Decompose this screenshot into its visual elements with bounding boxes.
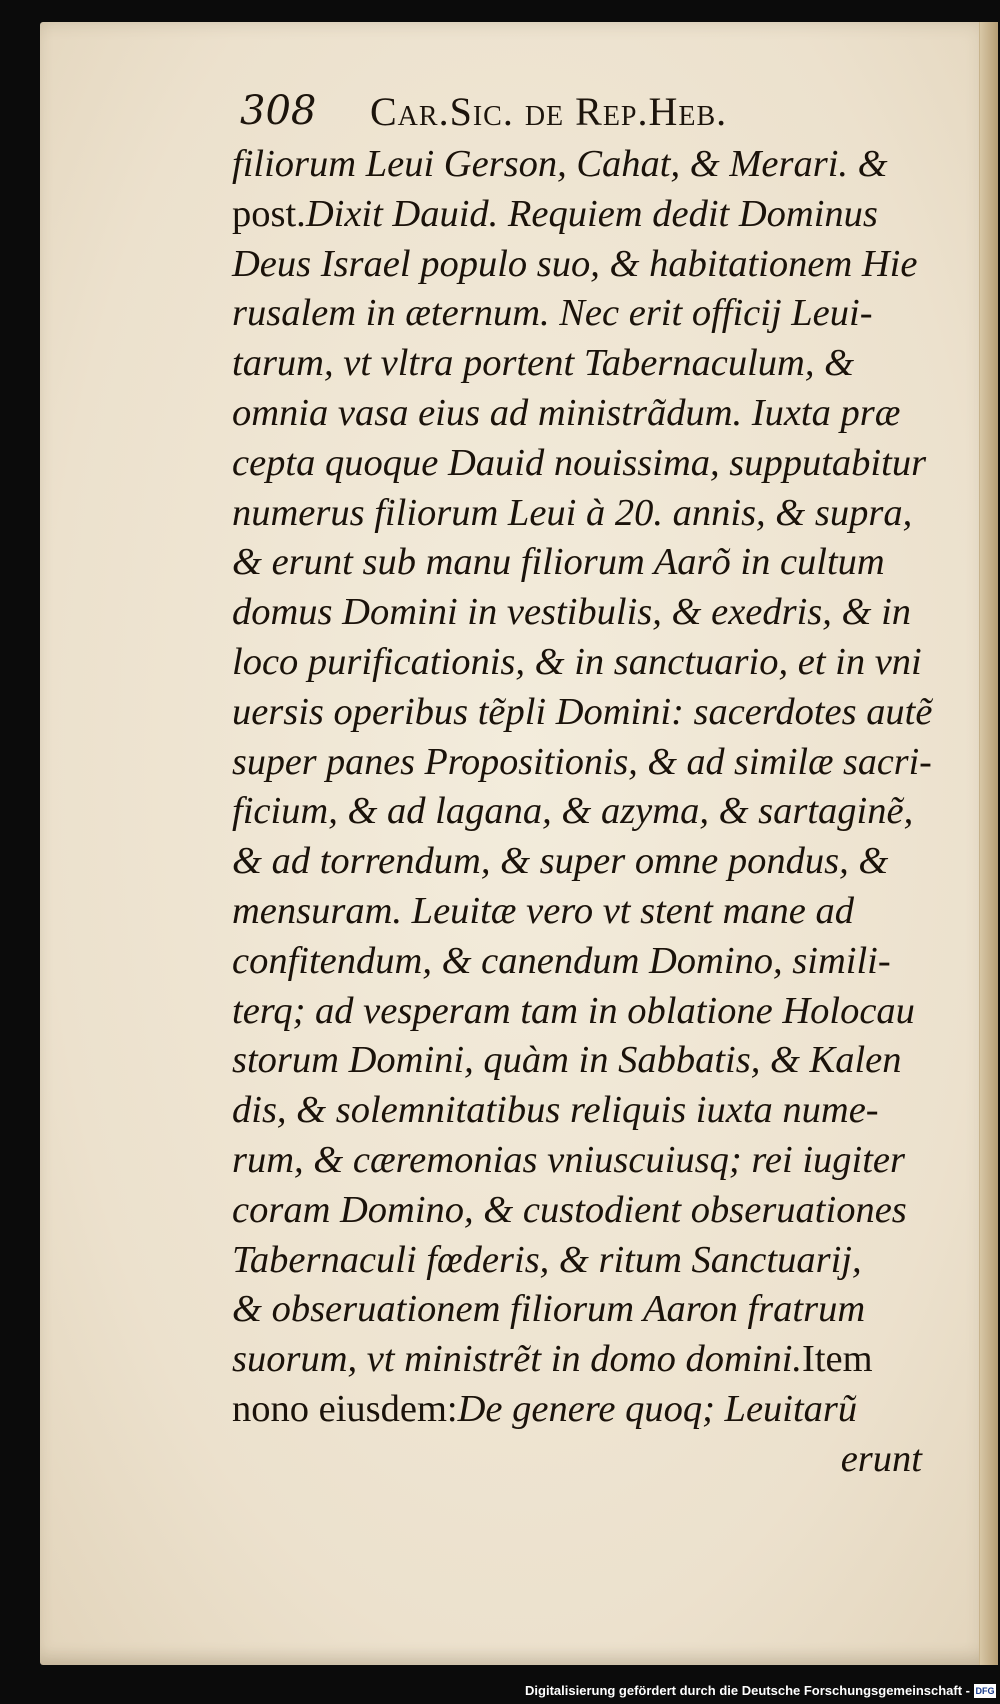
line-segment: cepta quoque Dauid nouissima, supputabitur xyxy=(232,441,927,484)
text-line xyxy=(232,987,932,1037)
text-line xyxy=(232,937,932,987)
line-segment: suorum, vt ministrẽt in domo domini. xyxy=(232,1338,803,1381)
line-segment: omnia vasa eius ad ministrãdum. Iuxta præ xyxy=(232,391,901,434)
line-segment: rusalem in æternum. Nec erit officij Leui- xyxy=(232,292,873,335)
page-number: 308 xyxy=(240,88,317,134)
text-line xyxy=(232,688,931,738)
text-line xyxy=(232,1086,932,1136)
line-segment: numerus filiorum Leui à 20. annis, & supra, xyxy=(232,491,913,534)
text-line xyxy=(232,289,932,339)
line-segment: Item xyxy=(802,1338,873,1381)
text-line xyxy=(232,339,932,389)
running-head xyxy=(240,88,900,138)
text-line xyxy=(232,1036,932,1086)
text-line xyxy=(232,538,932,588)
line-segment: De genere quoq; Leuitarũ xyxy=(457,1387,858,1430)
line-segment: dis, & solemnitatibus reliquis iuxta nume- xyxy=(232,1089,879,1132)
line-segment: storum Domini, quàm in Sabbatis, & Kalen xyxy=(232,1039,902,1082)
line-segment: mensuram. Leuitæ vero vt stent mane ad xyxy=(232,889,854,932)
text-line xyxy=(232,140,932,190)
text-line xyxy=(232,190,932,240)
text-line xyxy=(232,1186,932,1236)
text-line xyxy=(232,1385,932,1435)
text-line xyxy=(232,1236,932,1286)
text-line xyxy=(232,588,932,638)
line-segment: rum, & cæremonias vniuscuiusq; rei iugiter xyxy=(232,1138,905,1181)
line-segment: post. xyxy=(232,192,306,235)
text-line xyxy=(232,787,932,837)
dfg-logo: DFG xyxy=(975,1686,995,1696)
text-line xyxy=(232,389,932,439)
catchword: erunt xyxy=(840,1437,922,1480)
line-segment: & obseruationem filiorum Aaron fratrum xyxy=(232,1288,866,1331)
text-line xyxy=(232,837,932,887)
text-line xyxy=(232,887,932,937)
line-segment: uersis operibus tẽpli Domini: sacerdotes autẽ xyxy=(232,690,933,733)
text-line xyxy=(232,638,932,688)
line-segment: loco purificationis, & in sanctuario, et in vni xyxy=(232,640,922,683)
line-segment: Tabernaculi fœderis, & ritum Sanctuarij, xyxy=(232,1238,862,1281)
text-body xyxy=(232,140,932,1485)
line-segment: Dixit Dauid. Requiem dedit Dominus xyxy=(305,192,878,235)
line-segment: filiorum Leui Gerson, Cahat, & Merari. & xyxy=(232,143,888,185)
text-line xyxy=(232,439,932,489)
text-line xyxy=(232,738,932,788)
text-line xyxy=(232,1136,932,1186)
text-line xyxy=(232,489,932,539)
text-line xyxy=(232,240,932,290)
line-segment: domus Domini in vestibulis, & exedris, & in xyxy=(232,591,912,634)
page-gutter-edge xyxy=(979,22,998,1665)
line-segment: tarum, vt vltra portent Tabernaculum, & xyxy=(232,342,855,385)
text-line xyxy=(232,1285,932,1335)
line-segment: & erunt sub manu filiorum Aarõ in cultum xyxy=(232,541,885,584)
line-segment: confitendum, & canendum Domino, simili- xyxy=(232,939,891,982)
text-line xyxy=(232,1335,932,1385)
line-segment: nono eiusdem: xyxy=(232,1387,458,1430)
running-title: Car.Sic. de Rep.Heb. xyxy=(370,89,728,134)
line-segment: coram Domino, & custodient obseruationes xyxy=(232,1188,907,1231)
line-segment: super panes Propositionis, & ad similæ sacri- xyxy=(232,740,932,783)
line-segment: terq; ad vesperam tam in oblatione Holocau xyxy=(232,989,915,1032)
line-segment: & ad torrendum, & super omne pondus, & xyxy=(232,840,889,883)
funding-notice: Digitalisierung gefördert durch die Deutsche Forschungsgemeinschaft - xyxy=(525,1683,970,1698)
footer-bar xyxy=(0,1680,1000,1704)
line-segment: ficium, & ad lagana, & azyma, & sartaginẽ, xyxy=(232,790,914,833)
line-segment: Deus Israel populo suo, & habitationem Hie xyxy=(232,242,918,285)
